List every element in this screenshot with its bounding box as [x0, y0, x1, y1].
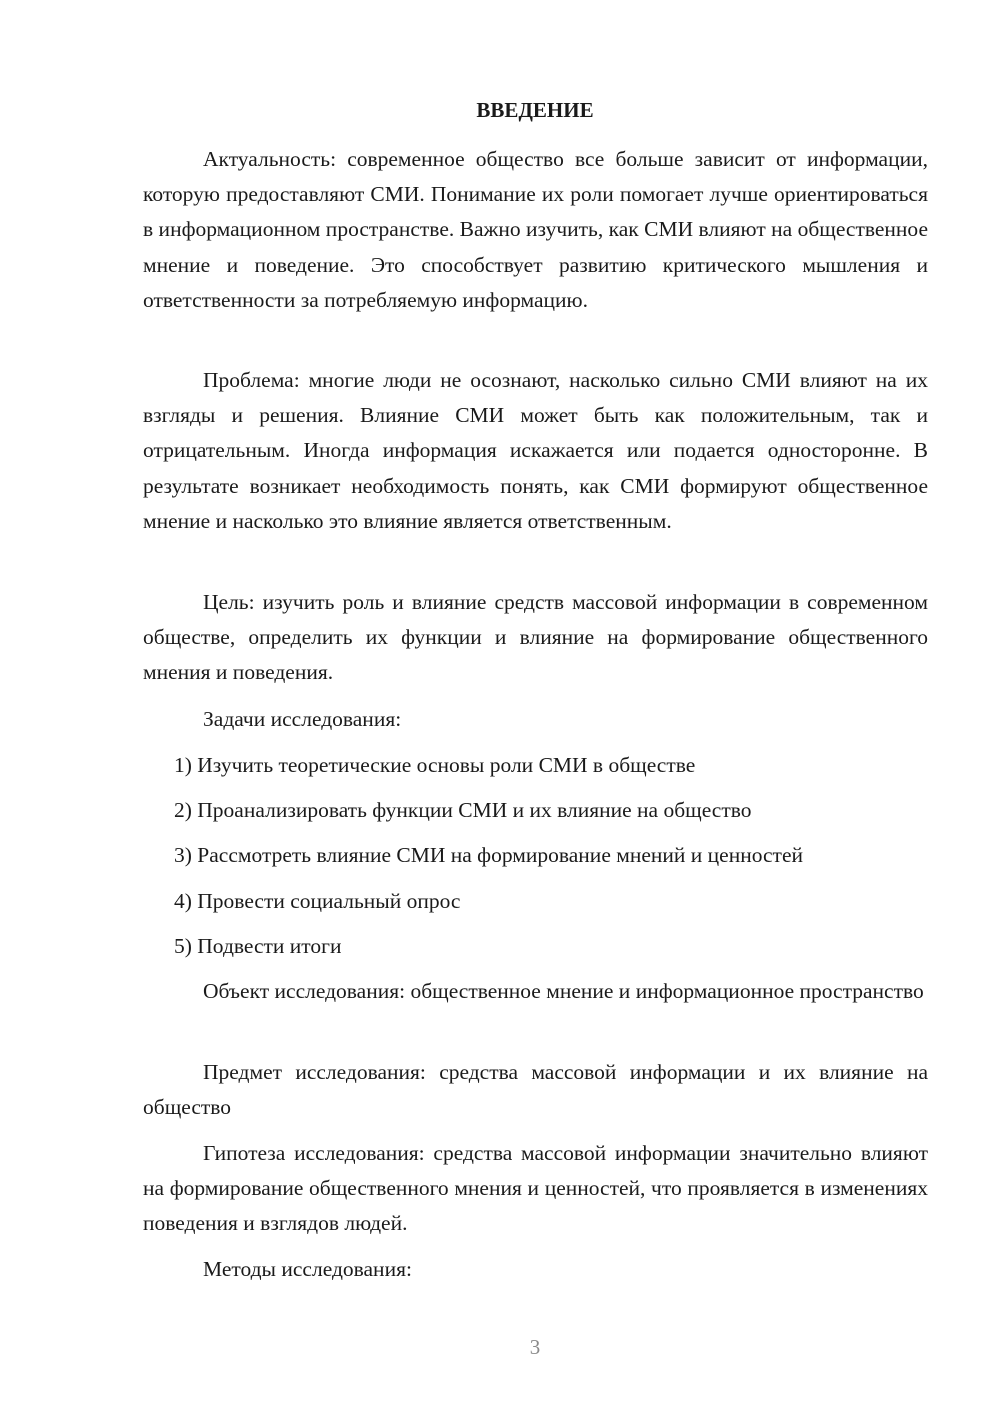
methods-heading: Методы исследования: — [203, 1257, 412, 1281]
tasks-heading: Задачи исследования: — [203, 707, 402, 731]
task-item-3: 3) Рассмотреть влияние СМИ на формирование мнений и ценностей — [174, 843, 803, 867]
task-item-1: 1) Изучить теоретические основы роли СМИ в обществе — [174, 753, 696, 777]
paragraph-problem: Проблема: многие люди не осознают, насколько сильно СМИ влияют на их взгляды и решения. Влияние СМИ может быть как положительным, так и отрицательным. Иногда информация искажается или подается односторонне. В результате возникает необходимость понять, как СМИ формируют общественное мнение и насколько это влияние является ответственным. — [143, 368, 928, 533]
paragraph-object: Объект исследования: общественное мнение и информационное пространство — [203, 979, 924, 1003]
task-item-5: 5) Подвести итоги — [174, 934, 342, 958]
paragraph-subject: Предмет исследования: средства массовой информации и их влияние на общество — [143, 1060, 928, 1120]
task-item-2: 2) Проанализировать функции СМИ и их влияние на общество — [174, 798, 752, 822]
section-title: ВВЕДЕНИЕ — [476, 98, 594, 122]
page-number: 3 — [529, 1335, 541, 1359]
paragraph-hypothesis: Гипотеза исследования: средства массовой информации значительно влияют на формирование общественного мнения и ценностей, что проявляется в изменениях поведения и взглядов людей. — [143, 1141, 928, 1236]
task-item-4: 4) Провести социальный опрос — [174, 889, 461, 913]
paragraph-goal: Цель: изучить роль и влияние средств массовой информации в современном обществе, определить их функции и влияние на формирование общественного мнения и поведения. — [143, 590, 928, 685]
paragraph-relevance: Актуальность: современное общество все больше зависит от информации, которую предоставляют СМИ. Понимание их роли помогает лучше ориентироваться в информационном пространстве. Важно изучить, как СМИ влияют на общественное мнение и поведение. Это способствует развитию критического мышления и ответственности за потребляемую информацию. — [143, 147, 928, 312]
